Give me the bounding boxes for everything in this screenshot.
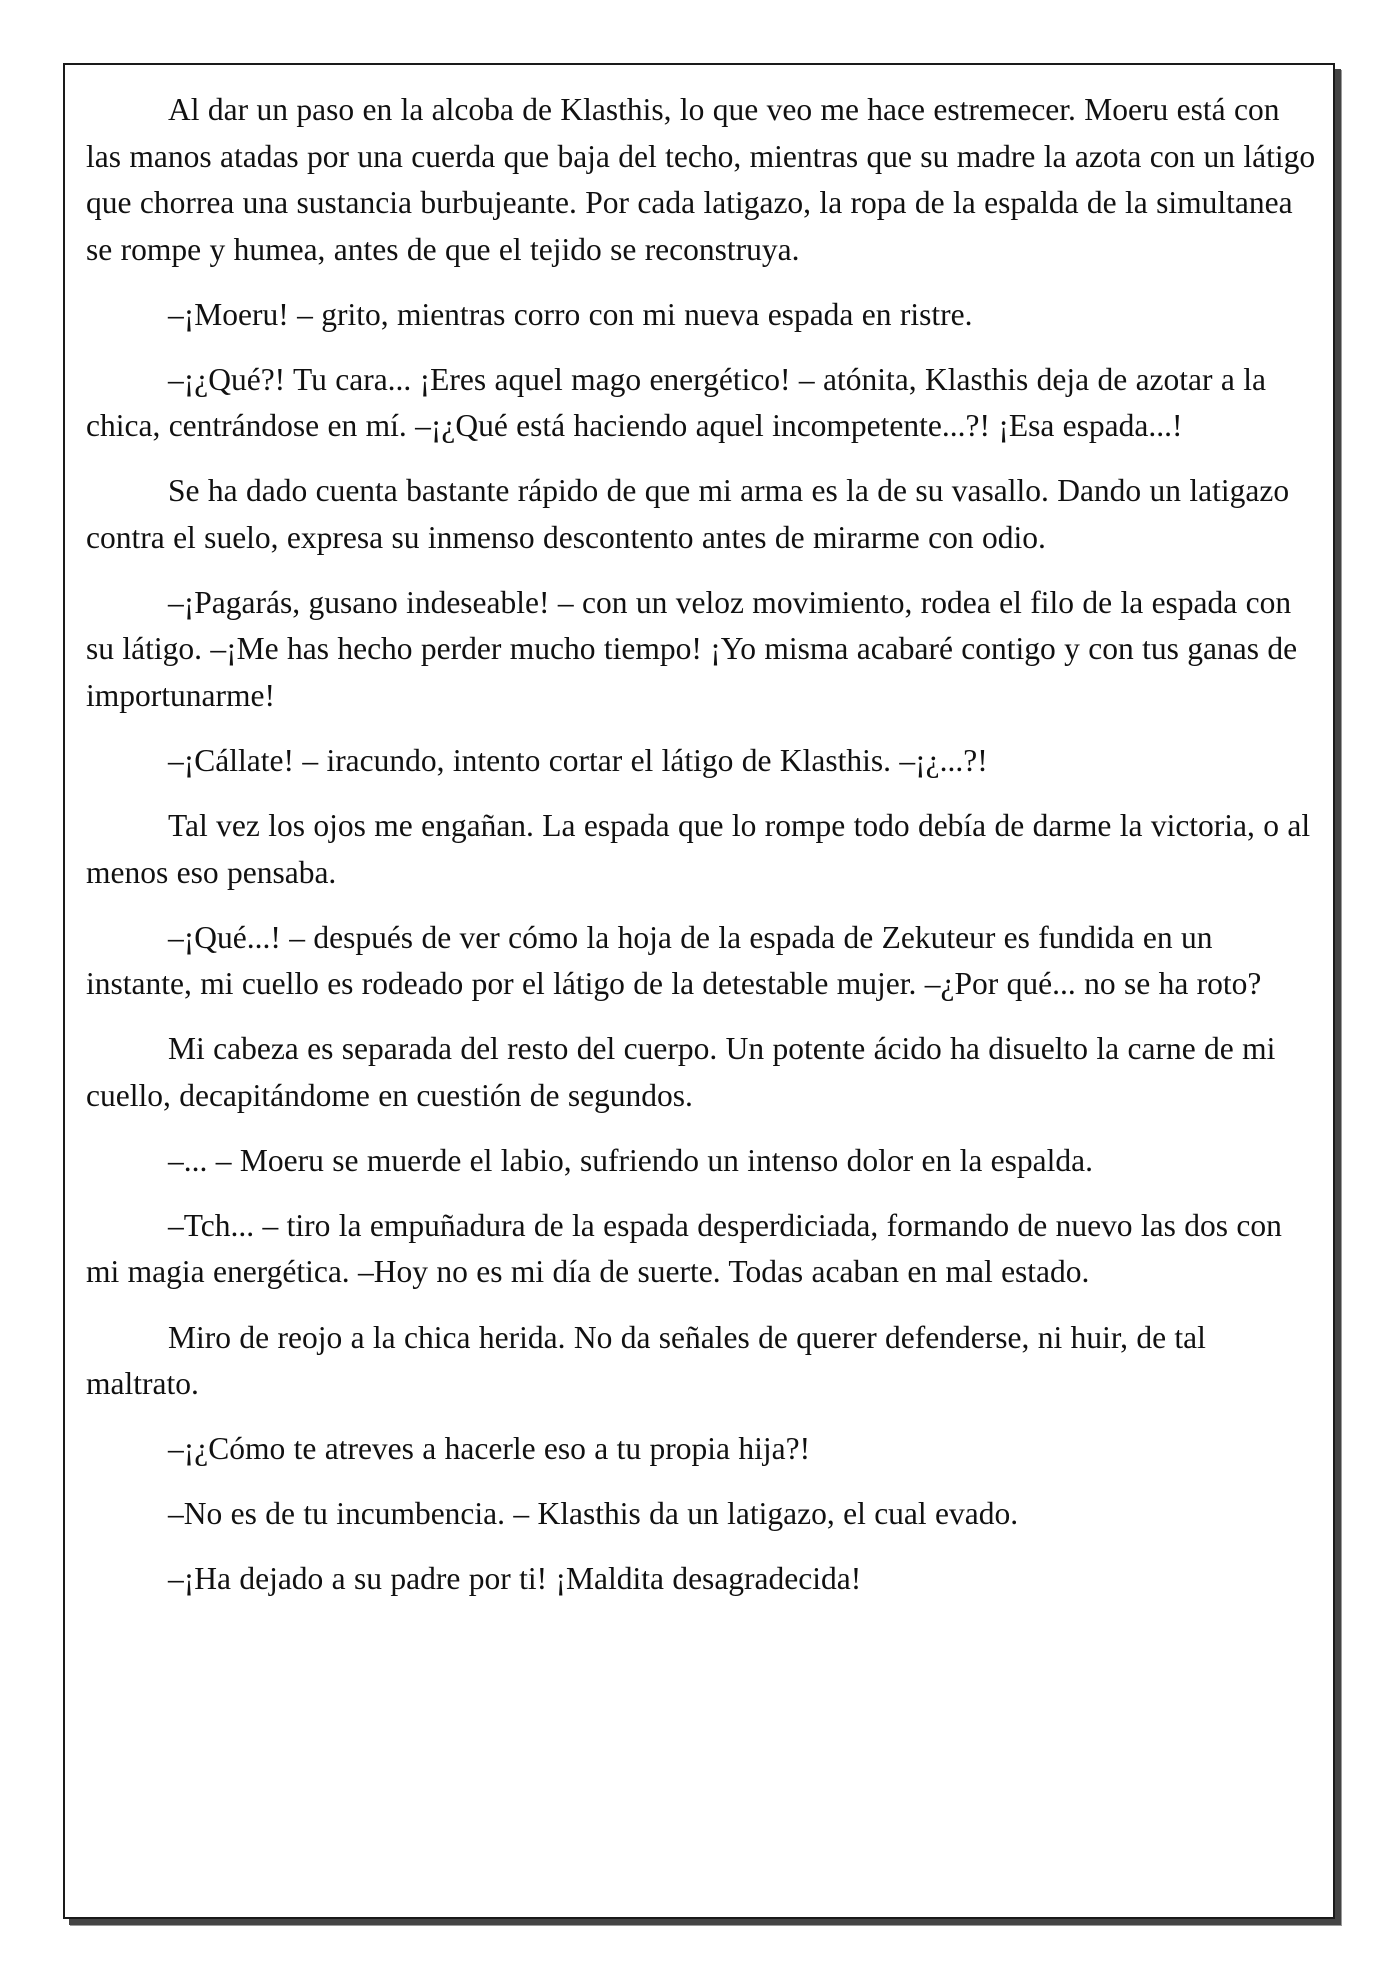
document-body bbox=[86, 87, 1316, 1621]
paragraph: Al dar un paso en la alcoba de Klasthis, lo que veo me hace estremecer. Moeru está con las manos atadas por una cuerda que baja del techo, mientras que su madre la azota con un látigo que chorrea una sustancia burbujeante. Por cada latigazo, la ropa de la espalda de la simultanea se rompe y humea, antes de que el tejido se reconstruya. bbox=[86, 92, 1316, 267]
paragraph: Mi cabeza es separada del resto del cuerpo. Un potente ácido ha disuelto la carne de mi cuello, decapitándome en cuestión de segundos. bbox=[86, 1031, 1276, 1113]
paragraph: –¡Moeru! – grito, mientras corro con mi nueva espada en ristre. bbox=[168, 296, 973, 332]
paragraph: –No es de tu incumbencia. – Klasthis da un latigazo, el cual evado. bbox=[168, 1496, 1019, 1532]
paragraph: Tal vez los ojos me engañan. La espada que lo rompe todo debía de darme la victoria, o al menos eso pensaba. bbox=[86, 808, 1311, 890]
paragraph: Miro de reojo a la chica herida. No da señales de querer defenderse, ni huir, de tal maltrato. bbox=[86, 1319, 1206, 1402]
paragraph: –¡Pagarás, gusano indeseable! – con un veloz movimiento, rodea el filo de la espada con su látigo. –¡Me has hecho perder mucho tiempo! ¡Yo misma acabaré contigo y con tus ganas de importunarme! bbox=[86, 584, 1298, 713]
paragraph: –Tch... – tiro la empuñadura de la espada desperdiciada, formando de nuevo las dos con mi magia energética. –Hoy no es mi día de suerte. Todas acaban en mal estado. bbox=[86, 1207, 1282, 1290]
paragraph: –¡Ha dejado a su padre por ti! ¡Maldita desagradecida! bbox=[168, 1561, 862, 1597]
paragraph: –... – Moeru se muerde el labio, sufriendo un intenso dolor en la espalda. bbox=[168, 1142, 1094, 1178]
paragraph: –¡¿Qué?! Tu cara... ¡Eres aquel mago energético! – atónita, Klasthis deja de azotar a la chica, centrándose en mí. –¡¿Qué está haciendo aquel incompetente...?! ¡Esa espada...! bbox=[86, 361, 1266, 444]
paragraph: Se ha dado cuenta bastante rápido de que mi arma es la de su vasallo. Dando un latigazo contra el suelo, expresa su inmenso descontento antes de mirarme con odio. bbox=[86, 473, 1290, 555]
page-frame bbox=[63, 63, 1335, 1919]
paragraph: –¡Qué...! – después de ver cómo la hoja de la espada de Zekuteur es fundida en un instante, mi cuello es rodeado por el látigo de la detestable mujer. –¿Por qué... no se ha roto? bbox=[86, 919, 1262, 1002]
paragraph: –¡Cállate! – iracundo, intento cortar el látigo de Klasthis. –¡¿...?! bbox=[168, 742, 988, 778]
paragraph: –¡¿Cómo te atreves a hacerle eso a tu propia hija?! bbox=[168, 1431, 811, 1467]
